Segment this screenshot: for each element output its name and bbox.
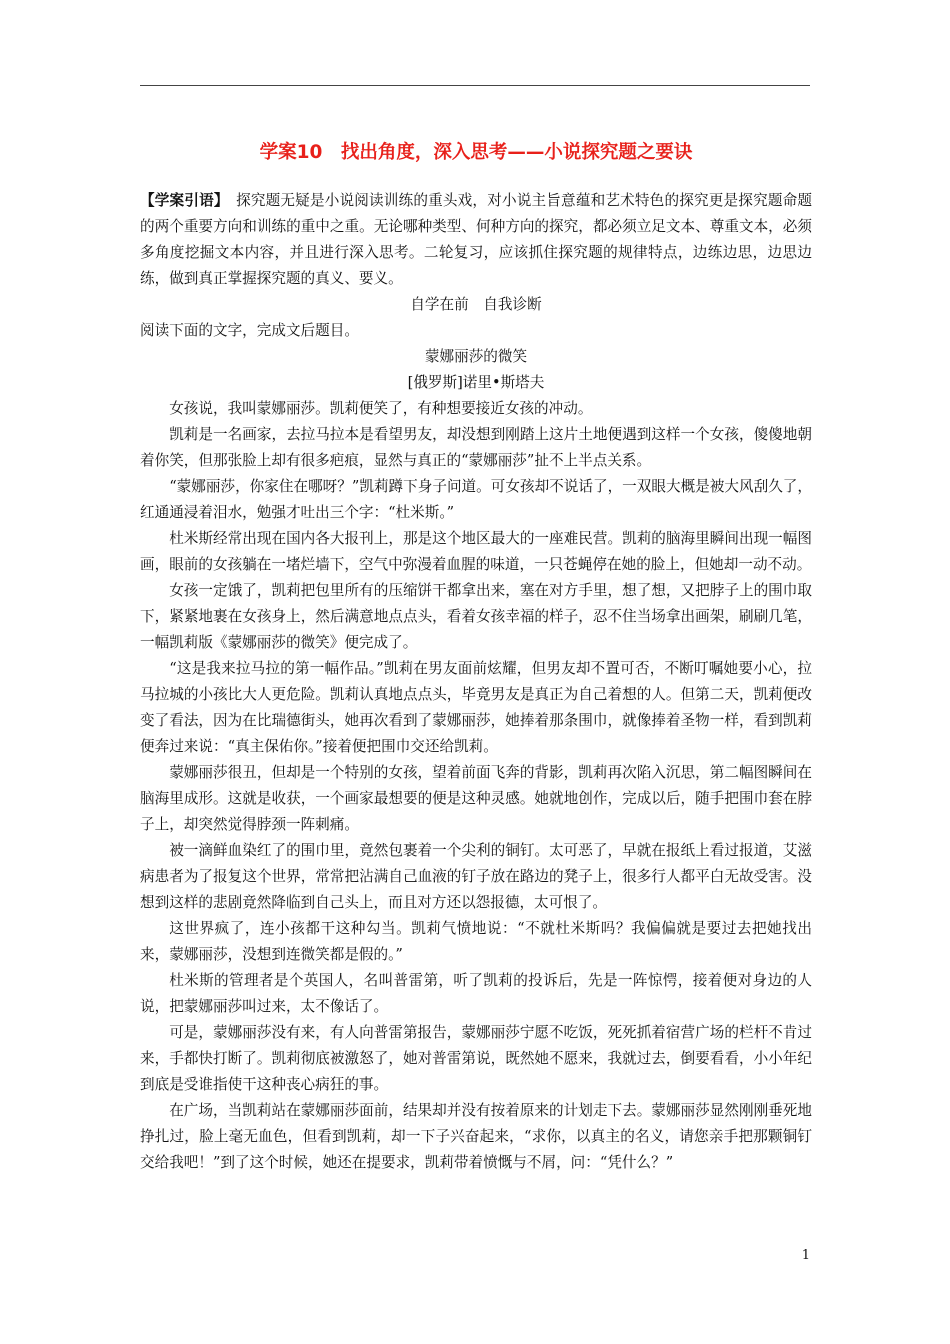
story-paragraph: “这是我来拉马拉的第一幅作品。”凯莉在男友面前炫耀，但男友却不置可否，不断叮嘱她要小心，拉马拉城的小孩比大人更危险。凯莉认真地点点头，毕竟男友是真正为自己着想的人。但第二天，凯莉便改变了看法，因为在比瑞德街头，她再次看到了蒙娜丽莎，她捧着那条围巾，就像捧着圣物一样，看到凯莉便奔过来说：“真主保佑你。”接着便把围巾交还给凯莉。 — [140, 660, 812, 755]
intro-paragraph — [140, 188, 812, 292]
page-number: 1 — [801, 1248, 810, 1263]
document-page — [140, 140, 812, 1176]
story-paragraph: 蒙娜丽莎很丑，但却是一个特别的女孩，望着前面飞奔的背影，凯莉再次陷入沉思，第二幅图瞬间在脑海里成形。这就是收获，一个画家最想要的便是这种灵感。她就地创作，完成以后，随手把围巾套在脖子上，却突然觉得脖颈一阵刺痛。 — [140, 764, 812, 833]
reading-instruction: 阅读下面的文字，完成文后题目。 — [140, 322, 359, 339]
story-paragraph: “蒙娜丽莎，你家住在哪呀？”凯莉蹲下身子问道。可女孩却不说话了，一双眼大概是被大风刮久了，红通通浸着泪水，勉强才吐出三个字：“杜米斯。” — [140, 478, 812, 521]
story-title: 蒙娜丽莎的微笑 — [424, 348, 528, 365]
intro-text: 探究题无疑是小说阅读训练的重头戏，对小说主旨意蕴和艺术特色的探究更是探究题命题的两个重要方向和训练的重中之重。无论哪种类型、何种方向的探究，都必须立足文本、尊重文本，必须多角度挖掘文本内容，并且进行深入思考。二轮复习，应该抓住探究题的规律特点，边练边思，边思边练，做到真正掌握探究题的真义、要义。 — [140, 192, 812, 287]
story-paragraph: 杜米斯经常出现在国内各大报刊上，那是这个地区最大的一座难民营。凯莉的脑海里瞬间出现一幅图画，眼前的女孩躺在一堵烂墙下，空气中弥漫着血腥的味道，一只苍蝇停在她的脸上，但她却一动不动。 — [140, 530, 812, 573]
story-author: [俄罗斯]诺里•斯塔夫 — [407, 374, 545, 391]
document-title: 学案10 找出角度，深入思考——小说探究题之要诀 — [259, 142, 693, 163]
story-paragraph: 在广场，当凯莉站在蒙娜丽莎面前，结果却并没有按着原来的计划走下去。蒙娜丽莎显然刚刚垂死地挣扎过，脸上毫无血色，但看到凯莉，却一下子兴奋起来，“求你，以真主的名义，请您亲手把那颗铜钉交给我吧！”到了这个时候，她还在提要求，凯莉带着愤慨与不屑，问：“凭什么？” — [140, 1102, 812, 1171]
intro-tag: 【学案引语】 — [140, 192, 222, 209]
section-heading: 自学在前 自我诊断 — [410, 296, 542, 313]
story-paragraph: 这世界疯了，连小孩都干这种勾当。凯莉气愤地说：“不就杜米斯吗？我偏偏就是要过去把她找出来，蒙娜丽莎，没想到连微笑都是假的。” — [140, 920, 812, 963]
story-paragraph: 凯莉是一名画家，去拉马拉本是看望男友，却没想到刚踏上这片土地便遇到这样一个女孩，傻傻地朝着你笑，但那张脸上却有很多疤痕，显然与真正的“蒙娜丽莎”扯不上半点关系。 — [140, 426, 812, 469]
story-paragraph: 女孩一定饿了，凯莉把包里所有的压缩饼干都拿出来，塞在对方手里，想了想，又把脖子上的围巾取下，紧紧地裹在女孩身上，然后满意地点点头，看着女孩幸福的样子，忍不住当场拿出画架，刷刷几笔，一幅凯莉版《蒙娜丽莎的微笑》便完成了。 — [140, 582, 812, 651]
story-body — [140, 396, 812, 1176]
story-paragraph: 杜米斯的管理者是个英国人，名叫普雷第，听了凯莉的投诉后，先是一阵惊愕，接着便对身边的人说，把蒙娜丽莎叫过来，太不像话了。 — [140, 972, 812, 1015]
story-paragraph: 可是，蒙娜丽莎没有来，有人向普雷第报告，蒙娜丽莎宁愿不吃饭，死死抓着宿营广场的栏杆不肯过来，手都快打断了。凯莉彻底被激怒了，她对普雷第说，既然她不愿来，我就过去，倒要看看，小小年纪到底是受谁指使干这种丧心病狂的事。 — [140, 1024, 812, 1093]
story-paragraph: 被一滴鲜血染红了的围巾里，竟然包裹着一个尖利的铜钉。太可恶了，早就在报纸上看过报道，艾滋病患者为了报复这个世界，常常把沾满自己血液的钉子放在路边的凳子上，很多行人都平白无故受害。没想到这样的悲剧竟然降临到自己头上，而且对方还以怨报德，太可恨了。 — [140, 842, 812, 911]
story-paragraph: 女孩说，我叫蒙娜丽莎。凯莉便笑了，有种想要接近女孩的冲动。 — [169, 400, 593, 417]
header-rule — [140, 85, 810, 86]
